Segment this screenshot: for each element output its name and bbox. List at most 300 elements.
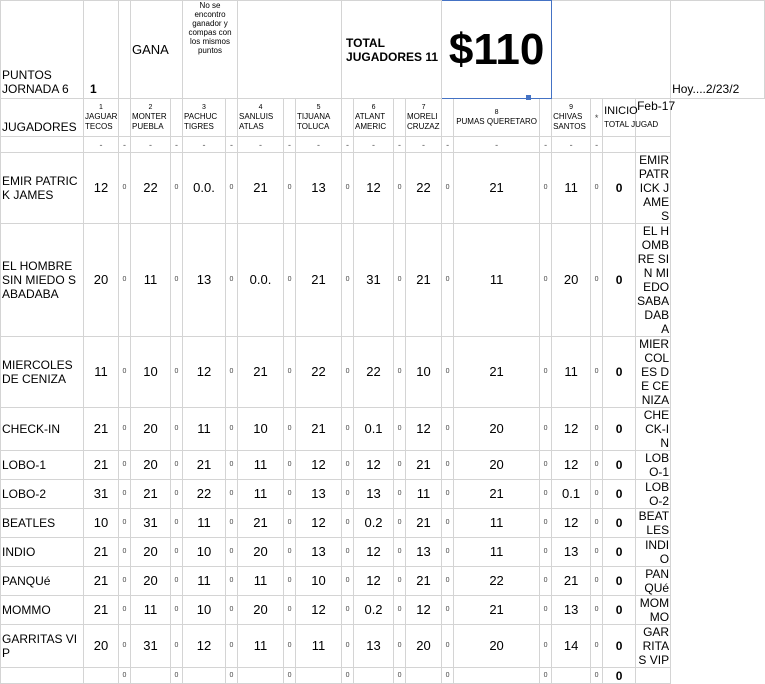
player-total[interactable]: 0 (603, 596, 636, 625)
zero-cell[interactable]: 0 (284, 337, 296, 408)
player-name-right[interactable]: EL HOMBRE SIN MIEDO SABADABA (637, 224, 670, 336)
zero-col[interactable] (171, 99, 183, 137)
player-score[interactable]: 21 (552, 567, 591, 596)
zero-cell[interactable]: 0 (591, 625, 603, 668)
player-score[interactable]: 21 (454, 153, 540, 224)
player-score[interactable]: 13 (296, 538, 342, 567)
zero-cell[interactable]: 0 (394, 509, 406, 538)
player-score[interactable]: 21 (84, 538, 119, 567)
player-score[interactable]: 21 (406, 509, 442, 538)
date-label[interactable]: Feb-17 (636, 99, 671, 137)
zero-cell[interactable]: 0 (394, 567, 406, 596)
zero-cell[interactable]: 0 (540, 153, 552, 224)
zero-cell[interactable]: 0 (342, 668, 354, 684)
zero-cell[interactable]: 0 (226, 408, 238, 451)
player-score[interactable]: 10 (406, 337, 442, 408)
gana-label[interactable]: GANA (131, 1, 183, 99)
zero-cell[interactable]: 0 (171, 538, 183, 567)
zero-cell[interactable]: 0 (119, 337, 131, 408)
zero-cell[interactable]: 0 (226, 668, 238, 684)
dash-cell[interactable]: - (183, 137, 226, 153)
zero-cell[interactable]: 0 (591, 224, 603, 337)
player-total[interactable]: 0 (603, 509, 636, 538)
zero-cell[interactable]: 0 (171, 596, 183, 625)
player-score[interactable]: 22 (131, 153, 171, 224)
today-label[interactable]: Hoy....2/23/2 (671, 1, 765, 99)
match-header-7[interactable] (406, 99, 442, 137)
empty-cell[interactable] (454, 668, 540, 684)
zero-cell[interactable]: 0 (540, 224, 552, 337)
zero-cell[interactable]: 0 (540, 509, 552, 538)
player-score[interactable]: 0.1 (552, 480, 591, 509)
zero-cell[interactable]: 0 (394, 480, 406, 509)
empty-cell[interactable] (636, 668, 671, 684)
zero-cell[interactable]: 0 (226, 224, 238, 337)
player-score[interactable]: 22 (183, 480, 226, 509)
zero-col[interactable] (226, 99, 238, 137)
zero-cell[interactable]: 0 (442, 153, 454, 224)
player-score[interactable]: 20 (552, 224, 591, 337)
player-name-right[interactable]: PANQUé (636, 567, 671, 596)
player-score[interactable]: 10 (296, 567, 342, 596)
empty-cell[interactable] (1, 137, 84, 153)
player-score[interactable]: 20 (131, 408, 171, 451)
dash-cell[interactable]: - (394, 137, 406, 153)
player-score[interactable]: 10 (183, 538, 226, 567)
match-header-2[interactable] (131, 99, 171, 137)
zero-cell[interactable]: 0 (342, 408, 354, 451)
zero-cell[interactable]: 0 (591, 153, 603, 224)
zero-col[interactable] (394, 99, 406, 137)
player-score[interactable]: 0.2 (354, 509, 394, 538)
player-score[interactable]: 11 (183, 408, 226, 451)
player-score[interactable]: 10 (238, 408, 284, 451)
player-name[interactable]: LOBO-1 (1, 451, 84, 480)
player-score[interactable]: 21 (131, 480, 171, 509)
zero-cell[interactable]: 0 (171, 509, 183, 538)
player-score[interactable]: 21 (238, 337, 284, 408)
player-name-right[interactable]: CHECK-IN (636, 408, 671, 451)
dash-cell[interactable]: - (342, 137, 354, 153)
zero-cell[interactable]: 0 (442, 596, 454, 625)
zero-cell[interactable]: 0 (342, 625, 354, 668)
player-score[interactable]: 20 (84, 625, 119, 668)
zero-cell[interactable]: 0 (284, 538, 296, 567)
zero-cell[interactable]: 0 (442, 567, 454, 596)
total-players-label[interactable]: TOTAL JUGADORES 11 (342, 1, 442, 99)
player-name[interactable]: LOBO-2 (1, 480, 84, 509)
player-score[interactable]: 11 (454, 509, 540, 538)
player-score[interactable]: 22 (454, 567, 540, 596)
player-score[interactable]: 20 (454, 625, 540, 668)
zero-cell[interactable]: 0 (284, 451, 296, 480)
total-cell[interactable]: 0 (603, 668, 636, 684)
player-score[interactable]: 13 (183, 224, 226, 337)
player-score[interactable]: 12 (552, 408, 591, 451)
player-score[interactable]: 10 (131, 337, 171, 408)
player-score[interactable]: 0.0. (238, 224, 284, 337)
zero-cell[interactable]: 0 (591, 596, 603, 625)
player-score[interactable]: 20 (131, 567, 171, 596)
zero-cell[interactable]: 0 (119, 538, 131, 567)
player-name[interactable]: EMIR PATRICK JAMES (1, 153, 84, 224)
player-name-right[interactable]: GARRITAS VIP (636, 625, 671, 668)
zero-cell[interactable]: 0 (342, 337, 354, 408)
zero-cell[interactable]: 0 (342, 224, 354, 337)
prize-amount[interactable]: $110 (442, 1, 552, 99)
player-name[interactable]: GARRITAS VIP (1, 625, 84, 668)
empty-cell[interactable] (1, 668, 84, 684)
zero-cell[interactable]: 0 (591, 538, 603, 567)
dash-cell[interactable]: - (131, 137, 171, 153)
player-score[interactable]: 14 (552, 625, 591, 668)
zero-cell[interactable]: 0 (394, 625, 406, 668)
player-name[interactable]: CHECK-IN (1, 408, 84, 451)
player-score[interactable]: 12 (296, 509, 342, 538)
zero-col[interactable] (540, 99, 552, 137)
jugadores-label[interactable]: JUGADORES (1, 99, 84, 137)
player-score[interactable]: 21 (454, 337, 540, 408)
zero-cell[interactable]: 0 (119, 596, 131, 625)
player-score[interactable]: 12 (84, 153, 119, 224)
player-score[interactable]: 13 (354, 625, 394, 668)
player-score[interactable]: 20 (454, 451, 540, 480)
dash-cell[interactable]: - (442, 137, 454, 153)
match-header-1[interactable] (84, 99, 119, 137)
zero-cell[interactable]: 0 (540, 625, 552, 668)
player-score[interactable]: 21 (406, 224, 442, 337)
zero-cell[interactable]: 0 (119, 408, 131, 451)
player-score[interactable]: 21 (454, 596, 540, 625)
player-score[interactable]: 31 (131, 625, 171, 668)
zero-cell[interactable]: 0 (226, 451, 238, 480)
zero-cell[interactable]: 0 (284, 625, 296, 668)
player-score[interactable]: 21 (238, 153, 284, 224)
zero-cell[interactable]: 0 (442, 408, 454, 451)
selection-handle[interactable] (526, 95, 531, 100)
player-score[interactable]: 20 (131, 538, 171, 567)
player-name-right[interactable]: EMIR PATRICK JAMES (636, 153, 671, 224)
player-total[interactable]: 0 (603, 567, 636, 596)
zero-cell[interactable]: 0 (119, 451, 131, 480)
player-total[interactable]: 0 (603, 408, 636, 451)
player-score[interactable]: 12 (296, 451, 342, 480)
player-score[interactable]: 22 (354, 337, 394, 408)
zero-cell[interactable]: 0 (591, 567, 603, 596)
zero-cell[interactable]: 0 (540, 451, 552, 480)
empty-cell[interactable] (183, 668, 226, 684)
zero-cell[interactable]: 0 (171, 224, 183, 337)
player-score[interactable]: 21 (296, 408, 342, 451)
empty-cell[interactable] (406, 668, 442, 684)
zero-cell[interactable]: 0 (119, 224, 131, 337)
zero-cell[interactable]: 0 (540, 596, 552, 625)
zero-cell[interactable]: 0 (394, 224, 406, 337)
zero-cell[interactable]: 0 (591, 668, 603, 684)
zero-cell[interactable]: 0 (442, 509, 454, 538)
dash-cell[interactable]: - (540, 137, 552, 153)
player-score[interactable]: 11 (183, 509, 226, 538)
player-score[interactable]: 13 (354, 480, 394, 509)
player-score[interactable]: 20 (84, 224, 119, 337)
player-score[interactable]: 21 (84, 596, 119, 625)
zero-cell[interactable]: 0 (540, 337, 552, 408)
zero-cell[interactable]: 0 (540, 538, 552, 567)
dash-cell[interactable]: - (354, 137, 394, 153)
empty-cell[interactable] (238, 1, 342, 99)
zero-cell[interactable]: 0 (171, 668, 183, 684)
player-name-right[interactable]: INDIO (636, 538, 671, 567)
player-name[interactable]: BEATLES (1, 509, 84, 538)
player-name-right[interactable]: MOMMO (636, 596, 671, 625)
player-score[interactable]: 11 (454, 224, 540, 337)
jornada-value[interactable]: 1 (84, 1, 119, 99)
player-score[interactable]: 11 (238, 625, 284, 668)
empty-cell[interactable] (354, 668, 394, 684)
zero-cell[interactable]: 0 (342, 596, 354, 625)
player-name[interactable]: MOMMO (1, 596, 84, 625)
player-score[interactable]: 20 (406, 625, 442, 668)
player-score[interactable]: 12 (183, 625, 226, 668)
zero-cell[interactable]: 0 (394, 596, 406, 625)
zero-cell[interactable]: 0 (119, 153, 131, 224)
player-score[interactable]: 13 (552, 538, 591, 567)
zero-cell[interactable]: 0 (394, 668, 406, 684)
player-score[interactable]: 11 (131, 224, 171, 337)
zero-col[interactable] (342, 99, 354, 137)
player-name[interactable]: PANQUé (1, 567, 84, 596)
empty-cell[interactable] (552, 1, 671, 99)
dash-cell[interactable]: - (119, 137, 131, 153)
zero-cell[interactable]: 0 (284, 668, 296, 684)
empty-cell[interactable] (84, 668, 119, 684)
tie-note[interactable]: No se encontro ganador y compas con los mismos puntos (183, 1, 238, 99)
player-score[interactable]: 31 (354, 224, 394, 337)
zero-cell[interactable]: 0 (171, 480, 183, 509)
dash-cell[interactable]: - (284, 137, 296, 153)
zero-cell[interactable]: 0 (284, 153, 296, 224)
empty-cell[interactable] (238, 668, 284, 684)
player-score[interactable]: 11 (84, 337, 119, 408)
zero-cell[interactable]: 0 (226, 337, 238, 408)
player-score[interactable]: 22 (296, 337, 342, 408)
player-score[interactable]: 11 (238, 451, 284, 480)
match-header-4[interactable] (238, 99, 284, 137)
player-score[interactable]: 11 (552, 337, 591, 408)
dash-cell[interactable]: - (296, 137, 342, 153)
player-score[interactable]: 21 (406, 451, 442, 480)
player-score[interactable]: 12 (296, 596, 342, 625)
zero-cell[interactable]: 0 (119, 480, 131, 509)
match-header-5[interactable] (296, 99, 342, 137)
zero-col[interactable] (119, 99, 131, 137)
puntos-jornada-cell[interactable] (1, 1, 84, 99)
zero-cell[interactable]: 0 (342, 480, 354, 509)
match-header-6[interactable] (354, 99, 394, 137)
dash-cell[interactable]: - (406, 137, 442, 153)
player-score[interactable]: 12 (354, 451, 394, 480)
empty-cell[interactable] (131, 668, 171, 684)
dash-cell[interactable]: - (238, 137, 284, 153)
zero-cell[interactable]: 0 (226, 567, 238, 596)
player-score[interactable]: 21 (84, 408, 119, 451)
zero-cell[interactable]: 0 (119, 668, 131, 684)
zero-cell[interactable]: 0 (171, 153, 183, 224)
player-name[interactable]: MIERCOLES DE CENIZA (1, 337, 84, 408)
zero-cell[interactable]: 0 (171, 567, 183, 596)
zero-cell[interactable]: 0 (226, 625, 238, 668)
empty-cell[interactable] (296, 668, 342, 684)
match-header-8[interactable] (454, 99, 540, 137)
zero-cell[interactable]: 0 (226, 596, 238, 625)
player-total[interactable]: 0 (603, 480, 636, 509)
player-total[interactable]: 0 (603, 153, 636, 224)
player-score[interactable]: 11 (552, 153, 591, 224)
zero-cell[interactable]: 0 (394, 538, 406, 567)
player-total[interactable]: 0 (603, 337, 636, 408)
zero-cell[interactable]: 0 (284, 596, 296, 625)
zero-cell[interactable]: 0 (591, 480, 603, 509)
zero-cell[interactable]: 0 (442, 668, 454, 684)
zero-cell[interactable]: 0 (342, 451, 354, 480)
zero-cell[interactable]: 0 (540, 668, 552, 684)
player-score[interactable]: 10 (183, 596, 226, 625)
dash-cell[interactable]: - (454, 137, 540, 153)
player-name-right[interactable]: MIERCOLES DE CENIZA (636, 337, 671, 408)
player-score[interactable]: 21 (406, 567, 442, 596)
zero-cell[interactable]: 0 (119, 625, 131, 668)
player-score[interactable]: 11 (406, 480, 442, 509)
player-score[interactable]: 12 (552, 509, 591, 538)
dash-cell[interactable]: - (552, 137, 591, 153)
zero-cell[interactable]: 0 (442, 625, 454, 668)
player-score[interactable]: 20 (238, 538, 284, 567)
player-score[interactable]: 12 (552, 451, 591, 480)
dash-cell[interactable]: - (591, 137, 603, 153)
zero-cell[interactable]: 0 (226, 153, 238, 224)
player-score[interactable]: 21 (296, 224, 342, 337)
zero-cell[interactable]: 0 (342, 153, 354, 224)
player-score[interactable]: 21 (84, 451, 119, 480)
zero-cell[interactable]: 0 (171, 451, 183, 480)
zero-cell[interactable]: 0 (394, 153, 406, 224)
empty-cell[interactable] (119, 1, 131, 99)
zero-cell[interactable]: 0 (342, 509, 354, 538)
player-score[interactable]: 20 (131, 451, 171, 480)
player-score[interactable]: 11 (296, 625, 342, 668)
dash-cell[interactable]: - (226, 137, 238, 153)
match-header-9[interactable] (552, 99, 591, 137)
player-score[interactable]: 11 (238, 480, 284, 509)
zero-col[interactable] (284, 99, 296, 137)
zero-cell[interactable]: 0 (171, 625, 183, 668)
zero-cell[interactable]: 0 (442, 451, 454, 480)
player-score[interactable]: 13 (296, 480, 342, 509)
player-score[interactable]: 21 (454, 480, 540, 509)
zero-cell[interactable]: 0 (591, 451, 603, 480)
zero-cell[interactable]: 0 (442, 224, 454, 337)
zero-cell[interactable]: 0 (226, 480, 238, 509)
player-score[interactable]: 12 (354, 538, 394, 567)
zero-cell[interactable]: 0 (284, 480, 296, 509)
empty-cell[interactable] (603, 137, 636, 153)
zero-cell[interactable]: 0 (442, 480, 454, 509)
player-score[interactable]: 13 (552, 596, 591, 625)
player-score[interactable]: 20 (238, 596, 284, 625)
zero-cell[interactable]: 0 (226, 538, 238, 567)
player-score[interactable]: 0.1 (354, 408, 394, 451)
zero-cell[interactable]: 0 (394, 451, 406, 480)
player-total[interactable]: 0 (603, 625, 636, 668)
empty-cell[interactable] (552, 668, 591, 684)
player-score[interactable]: 11 (238, 567, 284, 596)
player-score[interactable]: 13 (296, 153, 342, 224)
zero-cell[interactable]: 0 (171, 408, 183, 451)
player-score[interactable]: 12 (406, 596, 442, 625)
player-name-right[interactable]: BEATLES (636, 509, 671, 538)
player-score[interactable]: 13 (406, 538, 442, 567)
player-score[interactable]: 12 (354, 567, 394, 596)
zero-cell[interactable]: 0 (171, 337, 183, 408)
player-score[interactable]: 22 (406, 153, 442, 224)
match-header-3[interactable] (183, 99, 226, 137)
zero-cell[interactable]: 0 (226, 509, 238, 538)
player-score[interactable]: 21 (84, 567, 119, 596)
zero-cell[interactable]: 0 (442, 538, 454, 567)
player-total[interactable]: 0 (603, 538, 636, 567)
player-name-right[interactable]: LOBO-1 (636, 451, 671, 480)
player-name-right[interactable]: LOBO-2 (636, 480, 671, 509)
star-col[interactable]: * (591, 99, 603, 137)
player-score[interactable]: 20 (454, 408, 540, 451)
empty-cell[interactable] (636, 137, 671, 153)
zero-cell[interactable]: 0 (394, 337, 406, 408)
zero-cell[interactable]: 0 (342, 567, 354, 596)
zero-cell[interactable]: 0 (591, 337, 603, 408)
player-score[interactable]: 0.0. (183, 153, 226, 224)
player-total[interactable]: 0 (603, 451, 636, 480)
player-score[interactable]: 21 (183, 451, 226, 480)
zero-cell[interactable]: 0 (540, 567, 552, 596)
player-score[interactable]: 12 (183, 337, 226, 408)
player-score[interactable]: 0.2 (354, 596, 394, 625)
player-name[interactable]: EL HOMBRE SIN MIEDO SABADABA (1, 224, 84, 337)
zero-cell[interactable]: 0 (591, 509, 603, 538)
player-score[interactable]: 11 (454, 538, 540, 567)
zero-cell[interactable]: 0 (540, 480, 552, 509)
player-name[interactable]: INDIO (1, 538, 84, 567)
zero-cell[interactable]: 0 (540, 408, 552, 451)
zero-cell[interactable]: 0 (284, 567, 296, 596)
zero-cell[interactable]: 0 (591, 408, 603, 451)
zero-cell[interactable]: 0 (342, 538, 354, 567)
player-score[interactable]: 11 (131, 596, 171, 625)
player-score[interactable]: 31 (84, 480, 119, 509)
dash-cell[interactable]: - (171, 137, 183, 153)
zero-col[interactable] (442, 99, 454, 137)
player-score[interactable]: 10 (84, 509, 119, 538)
player-score[interactable]: 31 (131, 509, 171, 538)
zero-cell[interactable]: 0 (442, 337, 454, 408)
zero-cell[interactable]: 0 (284, 408, 296, 451)
zero-cell[interactable]: 0 (284, 509, 296, 538)
zero-cell[interactable]: 0 (394, 408, 406, 451)
player-score[interactable]: 21 (238, 509, 284, 538)
player-total[interactable]: 0 (603, 224, 636, 337)
zero-cell[interactable]: 0 (284, 224, 296, 337)
zero-cell[interactable]: 0 (119, 509, 131, 538)
dash-cell[interactable]: - (84, 137, 119, 153)
